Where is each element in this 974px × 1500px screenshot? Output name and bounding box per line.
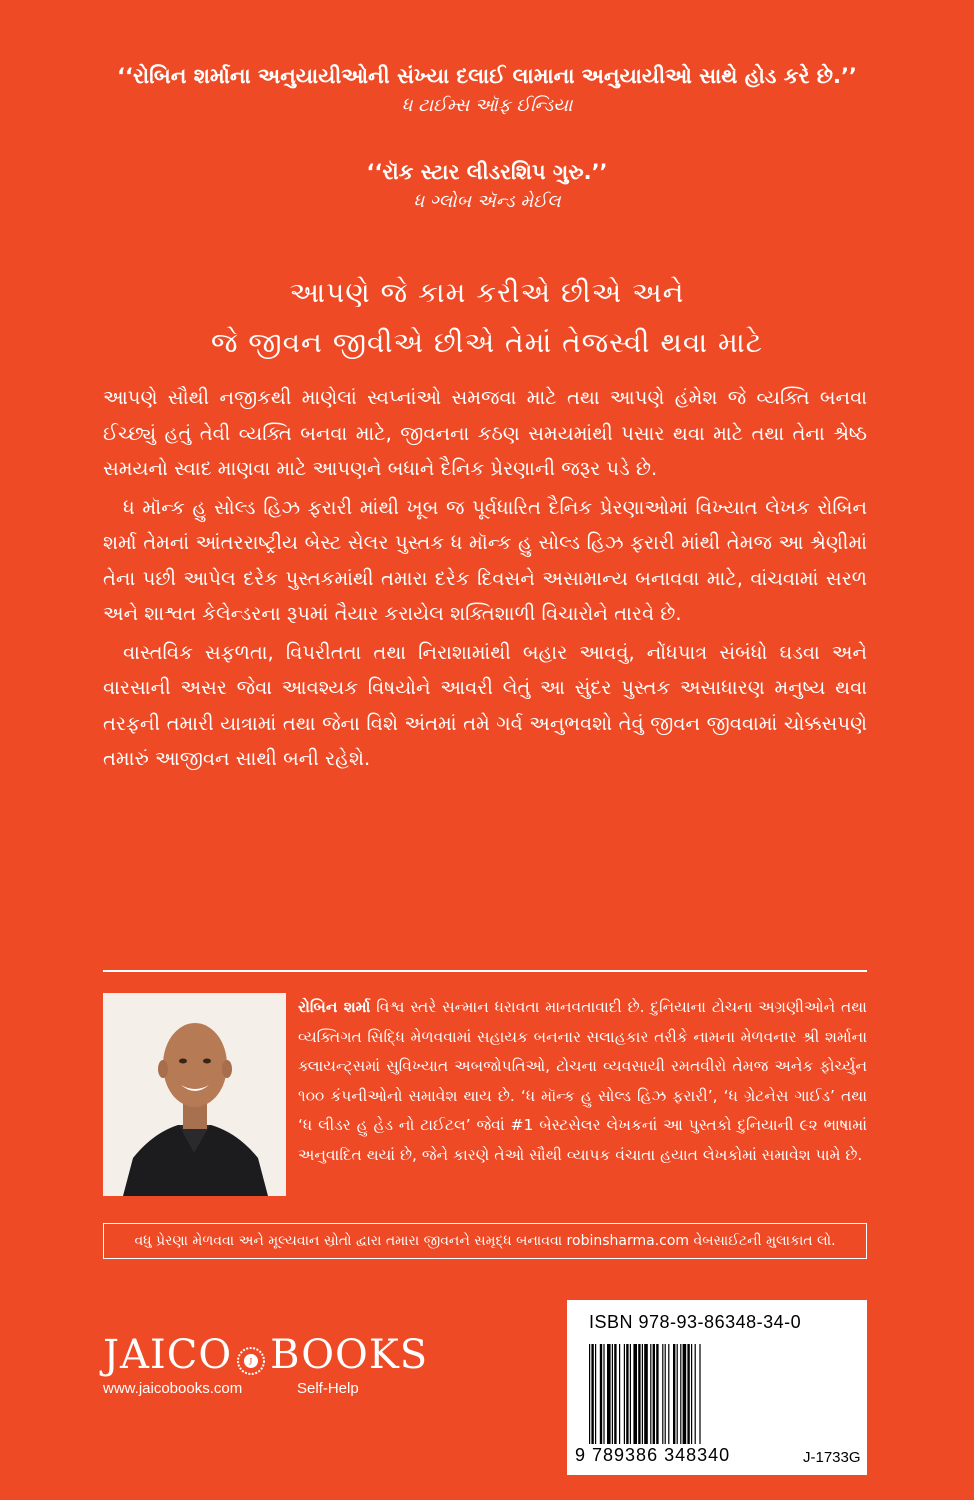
quote-1-text: ‘‘રોબિન શર્માના અનુયાયીઓની સંખ્યા દલાઈ લામાના અનુયાયીઓ સાથે હોડ કરે છે.’’ (117, 64, 857, 88)
website-note: વધુ પ્રેરણા મેળવવા અને મૂલ્યવાન સ્રોતો દ્વારા તમારા જીવનને સમૃદ્ધ બનાવવા robinsharma.com વેબસાઈટની મુલાકાત લો. (103, 1223, 867, 1259)
genre-label: Self-Help (297, 1380, 359, 1397)
quote-1 (0, 64, 974, 116)
publisher-name-left: JAICO (103, 1332, 233, 1378)
jaico-emblem-icon (236, 1340, 266, 1370)
publisher-logo (103, 1332, 428, 1378)
headline-line-1: આપણે જે કામ કરીએ છીએ અને (289, 276, 685, 309)
description-paragraph-2: ધ મૉન્ક હુ સોલ્ડ હિઝ ફરારી માંથી ખૂબ જ પૂર્વધારિત દૈનિક પ્રેરણાઓમાં વિખ્યાત લેખક રોબિન શર્મા તેમનાં આંતરરાષ્ટ્રીય બેસ્ટ સેલર પુસ્તક ધ મૉન્ક હુ સોલ્ડ હિઝ ફરારી માંથી તેમજ આ શ્રેણીમાં તેના પછી આપેલ દરેક પુસ્તકમાંથી તમારા દરેક દિવસને અસામાન્ય બનાવવા માટે, વાંચવામાં સરળ અને શાશ્વત કેલેન્ડરના રૂપમાં તૈયાર કરાયેલ શક્તિશાળી વિચારોને તારવે છે. (103, 495, 867, 625)
headline (0, 268, 974, 368)
isbn-label: ISBN 978-93-86348-34-0 (589, 1312, 802, 1332)
headline-line-2: જે જીવન જીવીએ છીએ તેમાં તેજસ્વી થવા માટે (211, 326, 763, 359)
isbn-digits: 9 789386 348340 (575, 1445, 731, 1465)
publisher-name-right: BOOKS (270, 1332, 429, 1378)
svg-text:J: J (248, 1356, 254, 1367)
author-name: રોબિન શર્મા (298, 998, 371, 1016)
author-bio-text: વિશ્વ સ્તરે સન્માન ધરાવતા માનવતાવાદી છે. દુનિયાના ટોચના અગ્રણીઓને તથા વ્યક્તિગત સિદ્ધિ મેળવવામાં સહાયક બનનાર સલાહકાર તરીકે નામના મેળવનાર શ્રી શર્માના ક્લાયન્ટ્સમાં સુવિખ્યાત અબજોપતિઓ, ટોચના વ્યવસાયી રમતવીરો તેમજ અનેક ફોર્ચ્યુન ૧૦૦ કંપનીઓનો સમાવેશ થાય છે. ‘ધ મૉન્ક હુ સોલ્ડ હિઝ ફરારી’, ‘ધ ગ્રેટનેસ ગાઈડ’ તથા ‘ધ લીડર હુ હેડ નો ટાઈટલ’ જેવાં #1 બેસ્ટસેલર લેખકનાં આ પુસ્તકો દુનિયાની ૯૨ ભાષામાં અનુવાદિત થયાં છે, જેને કારણે તેઓ સૌથી વ્યાપક વંચાતા હયાત લેખકોમાં સમાવેશ પામે છે. (298, 998, 867, 1164)
quote-1-source: ધ ટાઈમ્સ ઑફ ઈન્ડિયા (401, 95, 573, 116)
divider (103, 970, 867, 972)
quote-2 (0, 160, 974, 212)
author-bio (298, 993, 867, 1170)
author-photo (103, 993, 286, 1196)
book-description (103, 380, 867, 780)
book-code: J-1733G (803, 1449, 861, 1466)
quote-2-text: ‘‘રૉક સ્ટાર લીડરશિપ ગુરુ.’’ (366, 160, 608, 184)
description-paragraph-3: વાસ્તવિક સફળતા, વિપરીતતા તથા નિરાશામાંથી બહાર આવવું, નોંધપાત્ર સંબંધો ઘડવા અને વારસાની અસર જેવા આવશ્યક વિષયોને આવરી લેતું આ સુંદર પુસ્તક અસાધારણ મનુષ્ય થવા તરફની તમારી યાત્રામાં તથા જેના વિશે અંતમાં તમે ગર્વ અનુભવશો તેવું જીવન જીવવામાં ચોક્કસપણે તમારું આજીવન સાથી બની રહેશે. (103, 640, 867, 770)
description-paragraph-1: આપણે સૌથી નજીકથી માણેલાં સ્વપ્નાંઓ સમજવા માટે તથા આપણે હંમેશ જે વ્યક્તિ બનવા ઈચ્છ્યું હતું તેવી વ્યક્તિ બનવા માટે, જીવનના કઠણ સમયમાંથી પસાર થવા માટે તથા તેના શ્રેષ્ઠ સમયનો સ્વાદ માણવા માટે આપણને બધાને દૈનિક પ્રેરણાની જરૂર પડે છે. (103, 386, 867, 480)
barcode-icon (589, 1344, 797, 1444)
quote-2-source: ધ ગ્લોબ ઍન્ડ મેઈલ (413, 191, 561, 212)
publisher-website[interactable]: www.jaicobooks.com (103, 1380, 243, 1397)
barcode-box (567, 1300, 867, 1475)
